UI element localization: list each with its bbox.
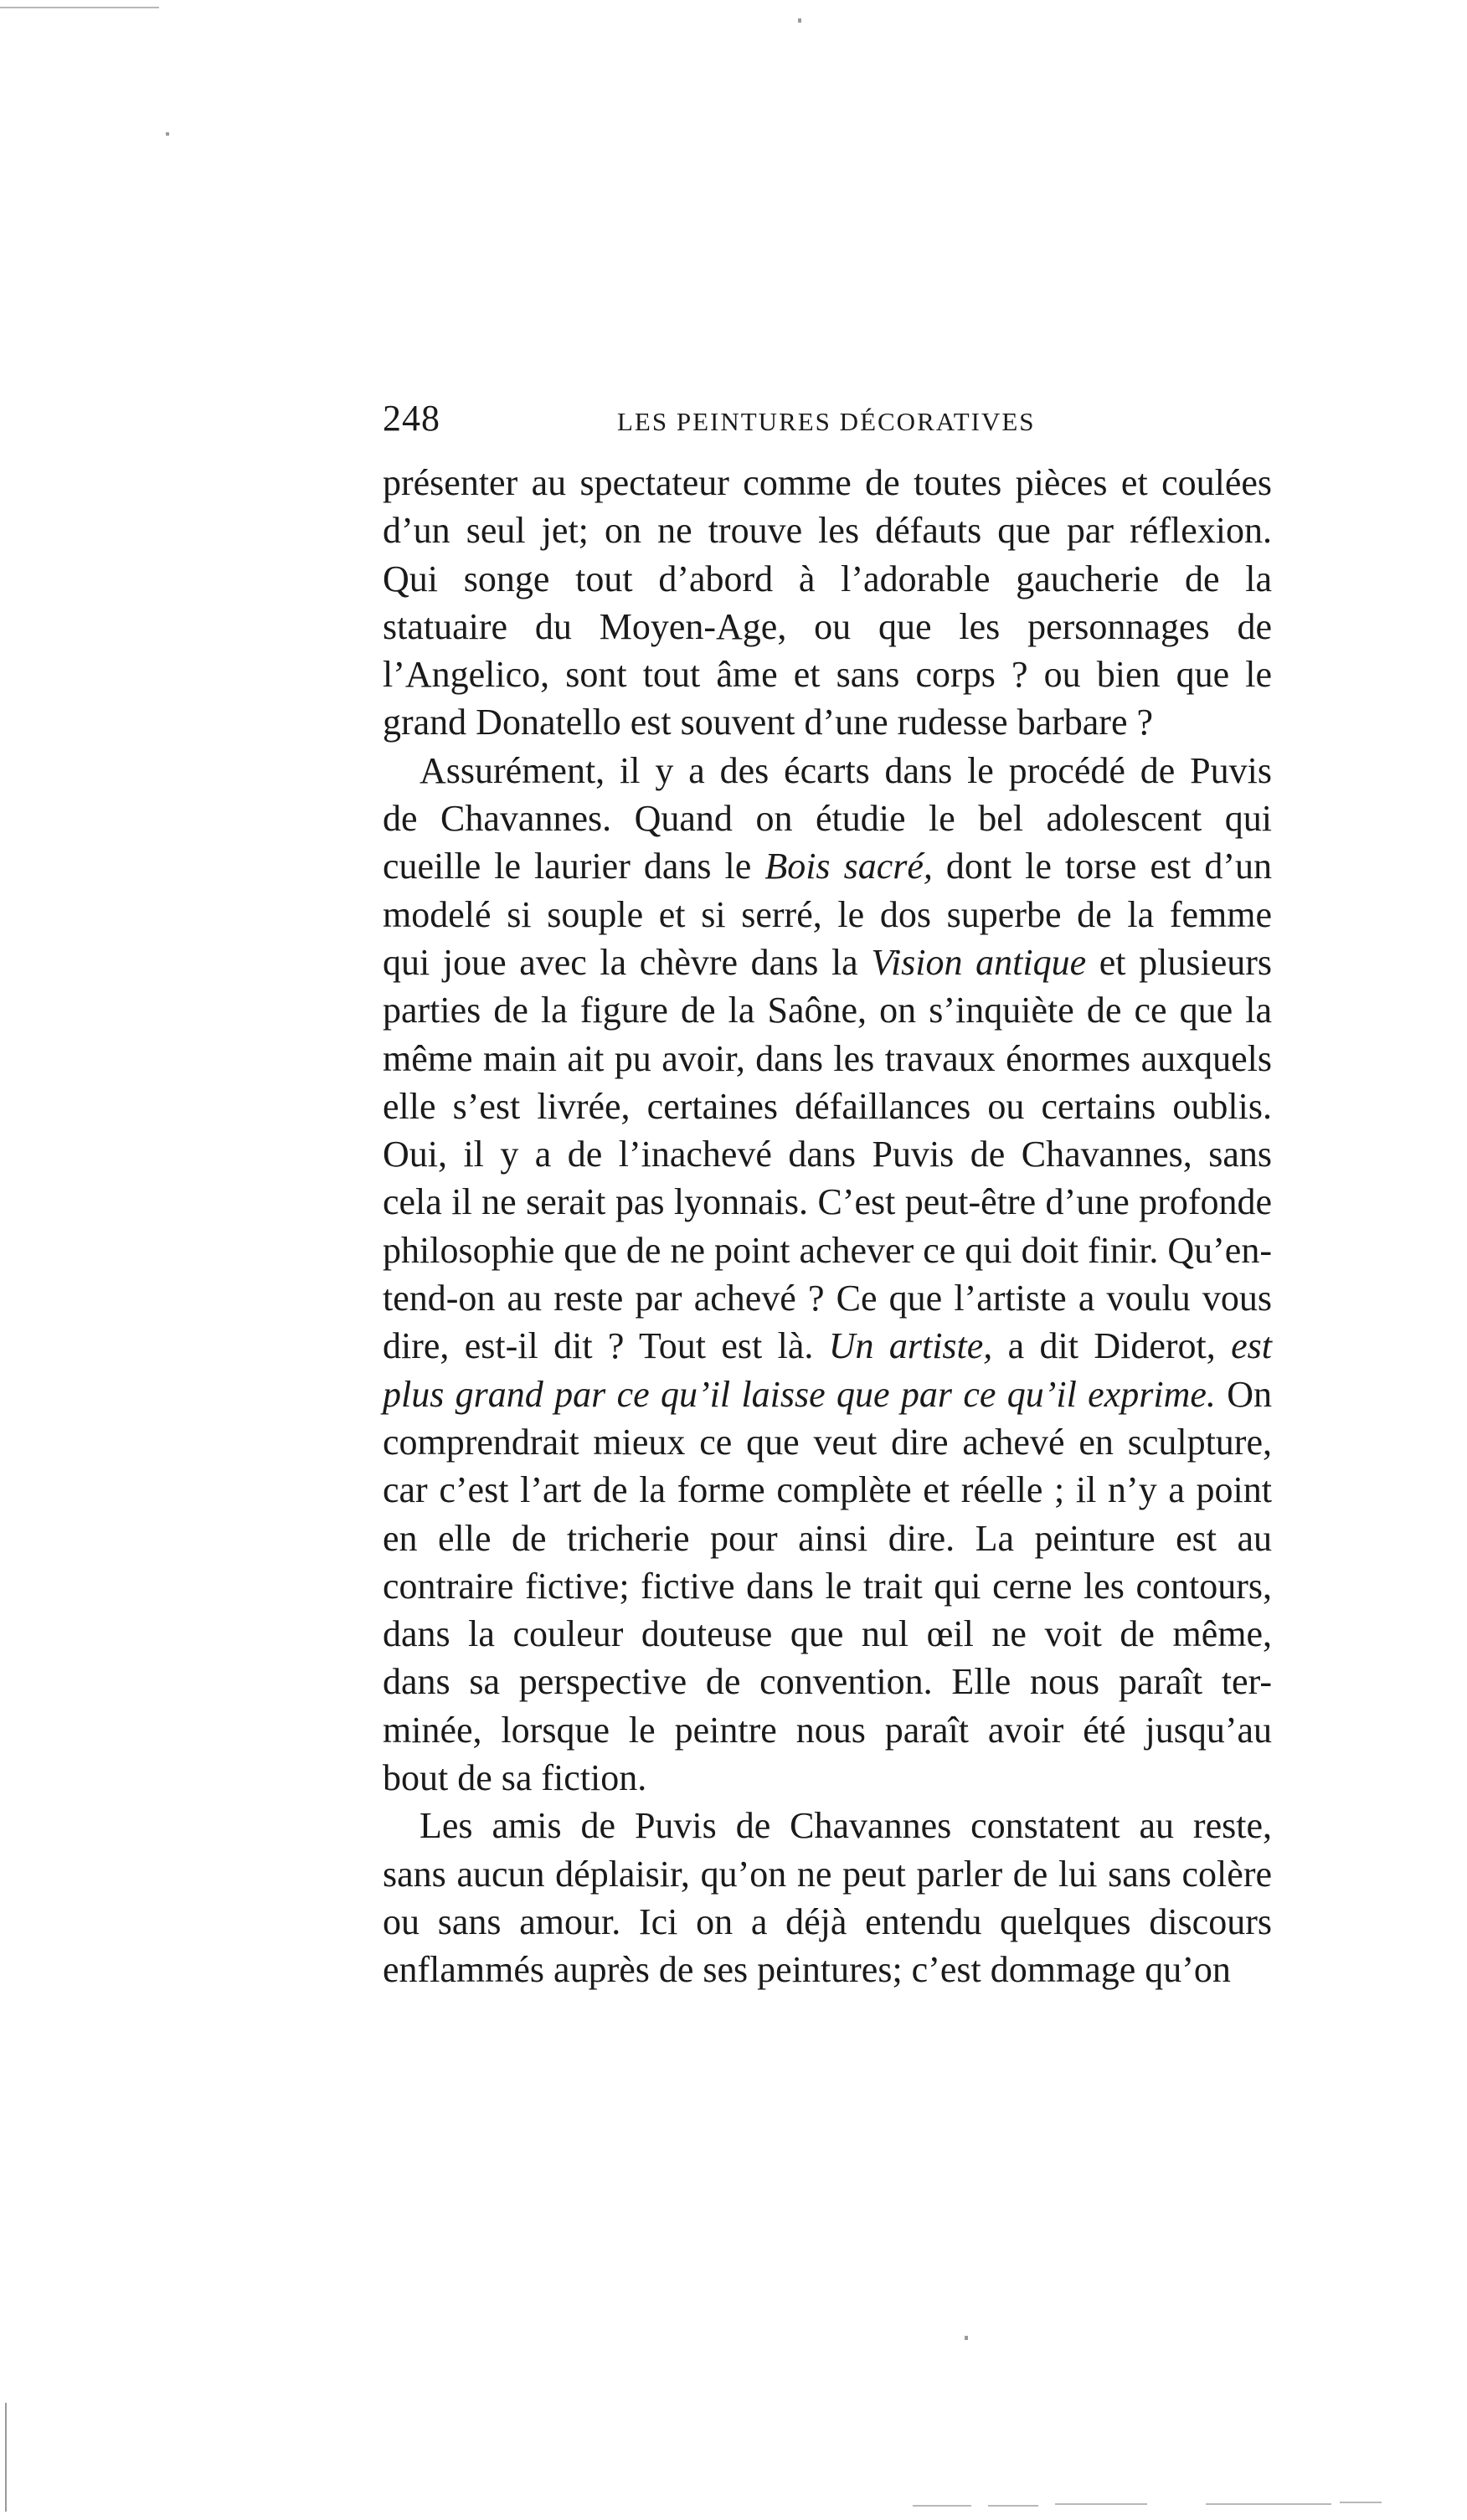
text-segment: grand Donatello est souvent d’une rudesse barbare ?: [383, 702, 1154, 743]
text-segment: cela il ne serait pas lyonnais. C’est peut-être d’une profonde: [383, 1181, 1272, 1223]
text-segment: cueille le laurier dans le: [383, 846, 765, 887]
text-line: [383, 1274, 1272, 1322]
text-segment: dire, est-il dit ? Tout est là.: [383, 1325, 829, 1367]
text-segment: enflammés auprès de ses peintures; c’est dommage qu’on: [383, 1949, 1231, 1991]
scan-mark-left-edge: [5, 2403, 7, 2512]
text-line: [383, 1562, 1272, 1610]
scan-mark-bottom: [1055, 2503, 1147, 2505]
text-segment: statuaire du Moyen-Age, ou que les personnages de: [383, 605, 1272, 647]
text-segment: en elle de tricherie pour ainsi dire. La peinture est au: [383, 1517, 1272, 1559]
scan-speck: [798, 18, 801, 23]
text-line: [383, 986, 1272, 1034]
text-segment: modelé si souple et si serré, le dos superbe de la femme: [383, 893, 1272, 935]
text-segment: philosophie que de ne point achever ce qui doit finir. Qu’en-: [383, 1229, 1272, 1271]
scan-mark-bottom: [988, 2505, 1038, 2507]
scan-mark-bottom: [913, 2505, 971, 2507]
text-line: [383, 1371, 1272, 1418]
text-segment: a dit Diderot,: [992, 1325, 1232, 1367]
page-header: [383, 393, 1272, 444]
text-segment: tend-on au reste par achevé ? Ce que l’artiste a voulu vous: [383, 1278, 1272, 1319]
text-segment: sans aucun déplaisir, qu’on ne peut parler de lui sans colère: [383, 1853, 1272, 1895]
italic-text: Un artiste,: [828, 1325, 993, 1367]
text-line: [383, 1706, 1272, 1754]
text-line: [383, 939, 1272, 986]
text-line: [383, 1227, 1272, 1274]
text-segment: et plusieurs: [1086, 941, 1272, 983]
italic-text: est: [1231, 1325, 1273, 1367]
text-segment: Les amis de Puvis de Chavannes constatent au reste,: [420, 1805, 1272, 1847]
body-text: [383, 459, 1272, 1994]
text-segment: comprendrait mieux ce que veut dire achevé en sculpture,: [383, 1421, 1272, 1463]
running-head: LES PEINTURES DÉCORATIVES: [617, 407, 1036, 436]
italic-text: plus grand par ce qu’il laisse que par ce qu’il exprime.: [383, 1373, 1216, 1415]
text-line: [383, 1946, 1272, 1993]
text-segment: qui joue avec la chèvre dans la: [383, 941, 872, 983]
text-segment: dans sa perspective de convention. Elle nous paraît ter-: [383, 1661, 1272, 1703]
text-segment: minée, lorsque le peintre nous paraît avoir été jusqu’au: [383, 1709, 1272, 1751]
text-segment: présenter au spectateur comme de toutes pièces et coulées: [383, 462, 1272, 503]
text-segment: bout de sa fiction.: [383, 1757, 647, 1799]
italic-text: Vision antique: [871, 941, 1087, 983]
text-segment: elle s’est livrée, certaines défaillances ou certains oublis.: [383, 1085, 1272, 1127]
text-line: [383, 1418, 1272, 1466]
text-line: [383, 555, 1272, 603]
text-segment: ou sans amour. Ici on a déjà entendu quelques discours: [383, 1900, 1272, 1942]
text-line: [383, 1322, 1272, 1370]
scan-speck: [965, 2336, 968, 2340]
scan-mark-top-left: [0, 7, 159, 8]
text-line: [383, 747, 1272, 795]
text-line: [383, 1850, 1272, 1898]
text-line: [383, 842, 1272, 890]
text-segment: même main ait pu avoir, dans les travaux énormes auxquels: [383, 1037, 1272, 1079]
text-segment: d’un seul jet; on ne trouve les défauts que par réflexion.: [383, 510, 1272, 552]
text-segment: dont le torse est d’un: [932, 846, 1272, 887]
text-line: [383, 1178, 1272, 1226]
text-segment: parties de la figure de la Saône, on s’inquiète de ce que la: [383, 990, 1272, 1031]
scan-mark-bottom: [1206, 2503, 1331, 2505]
text-line: [383, 1898, 1272, 1946]
text-segment: contraire fictive; fictive dans le trait qui cerne les contours,: [383, 1565, 1272, 1607]
text-line: [383, 1754, 1272, 1802]
text-line: [383, 891, 1272, 939]
text-line: [383, 1515, 1272, 1562]
text-line: [383, 1466, 1272, 1514]
text-line: [383, 795, 1272, 842]
text-line: [383, 1035, 1272, 1083]
text-line: [383, 698, 1272, 746]
text-segment: Oui, il y a de l’inachevé dans Puvis de Chavannes, sans: [383, 1134, 1272, 1175]
text-segment: Qui songe tout d’abord à l’adorable gaucherie de la: [383, 558, 1272, 599]
text-segment: dans la couleur douteuse que nul œil ne voit de même,: [383, 1613, 1272, 1655]
text-segment: On: [1215, 1373, 1272, 1415]
text-line: [383, 1658, 1272, 1705]
text-segment: de Chavannes. Quand on étudie le bel adolescent qui: [383, 798, 1272, 840]
scan-mark-bottom: [1340, 2502, 1382, 2503]
text-segment: Assurément, il y a des écarts dans le procédé de Puvis: [420, 749, 1272, 791]
text-line: [383, 651, 1272, 698]
text-line: [383, 507, 1272, 554]
italic-text: Bois sacré,: [764, 846, 933, 887]
text-line: [383, 459, 1272, 507]
text-line: [383, 603, 1272, 651]
scan-speck: [166, 132, 169, 136]
text-segment: l’Angelico, sont tout âme et sans corps ? ou bien que le: [383, 654, 1272, 696]
text-line: [383, 1130, 1272, 1178]
text-line: [383, 1610, 1272, 1658]
text-line: [383, 1802, 1272, 1849]
text-line: [383, 1083, 1272, 1130]
page-number: 248: [383, 398, 440, 439]
text-segment: car c’est l’art de la forme complète et réelle ; il n’y a point: [383, 1469, 1272, 1511]
